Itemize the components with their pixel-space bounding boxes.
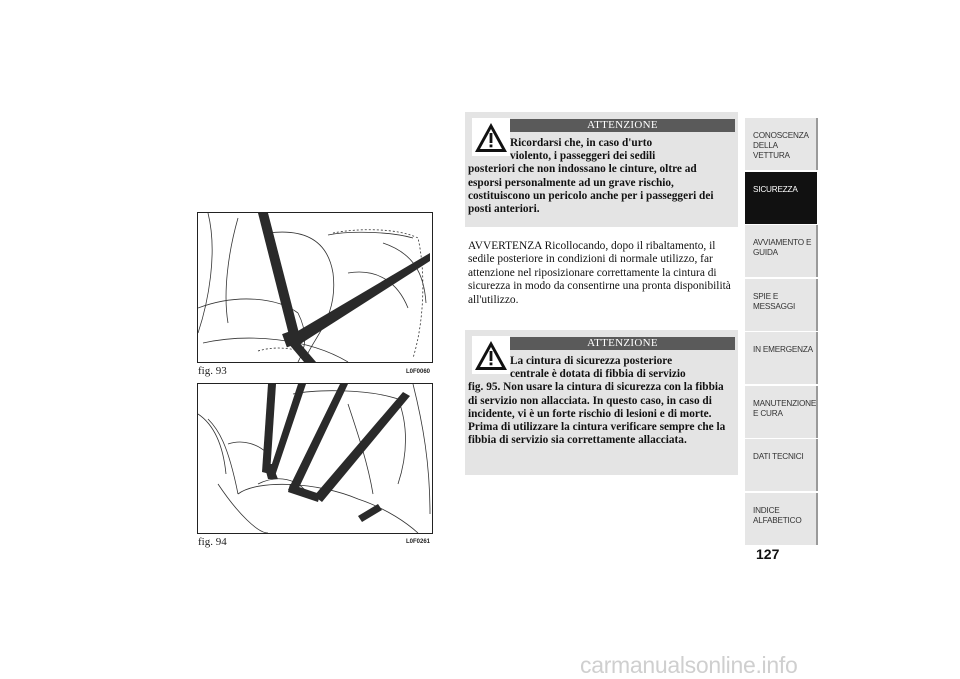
warning-line-2: violento, i passeggeri dei sedili: [510, 150, 656, 163]
warning-rest: posteriori che non indossano le cinture, oltre ad esporsi personalmente ad un grave rischio, costituiscono un pericolo anche per i passeggeri dei posti anteriori.: [468, 163, 714, 216]
tab-indice-alfabetico[interactable]: [745, 493, 817, 545]
tab-avviamento-e-guida[interactable]: [745, 225, 817, 277]
figure-94-code: L0F0261: [406, 539, 431, 545]
warning-heading: ATTENZIONE: [510, 119, 735, 132]
warning-line-1: Ricordarsi che, in caso d'urto: [510, 137, 653, 149]
tab-label: AVVIAMENTO E GUIDA: [753, 238, 812, 257]
tab-label: SPIE E MESSAGGI: [753, 291, 796, 311]
tab-label: IN EMERGENZA: [753, 345, 813, 354]
warning-box-2: [465, 330, 738, 475]
tab-label: INDICE ALFABETICO: [753, 505, 802, 525]
tab-dati-tecnici[interactable]: [745, 439, 817, 491]
section-tabs: [745, 118, 817, 546]
page-number: 127: [756, 546, 780, 562]
tab-label: SICUREZZA: [753, 184, 798, 194]
warning-box-1: [465, 112, 738, 227]
tab-label: CONOSCENZA DELLA VETTURA: [753, 131, 809, 160]
warning-line-2: centrale è dotata di fibbia di servizio: [510, 368, 686, 381]
warning-rest: fig. 95. Non usare la cintura di sicurezza con la fibbia di servizio non allacciata. In questo caso, in caso di incidente, vi è un forte rischio di lesioni e di morte. Prima di utilizzare la cintura verificare sempre che la fibbia di servizio sia correttamente allacciata.: [468, 381, 726, 447]
figure-93-label: fig. 93: [198, 365, 227, 377]
tab-manutenzione-e-cura[interactable]: [745, 386, 817, 438]
avvertenza-paragraph: AVVERTENZA Ricollocando, dopo il ribaltamento, il sedile posteriore in condizioni di normale utilizzo, far attenzione nel riposizionare correttamente la cintura di sicurezza in modo da consentirne una pronta disponibilità all'utilizzo.: [468, 240, 731, 306]
figure-94-illustration: [197, 383, 433, 534]
tab-sicurezza[interactable]: [745, 172, 817, 224]
warning-text: [468, 137, 732, 216]
tab-label: DATI TECNICI: [753, 452, 804, 461]
figure-93-illustration: [197, 212, 433, 363]
tab-conoscenza-della-vettura[interactable]: [745, 118, 817, 170]
tab-spie-e-messaggi[interactable]: [745, 279, 817, 331]
tab-in-emergenza[interactable]: [745, 332, 817, 384]
tab-label: MANUTENZIONE E CURA: [753, 398, 817, 418]
warning-text: [468, 355, 732, 447]
warning-heading: ATTENZIONE: [510, 337, 735, 350]
warning-line-1: La cintura di sicurezza posteriore: [510, 355, 673, 367]
figure-93-code: L0F0060: [406, 369, 431, 375]
watermark: carmanualsonline.info: [580, 652, 798, 678]
figure-94-label: fig. 94: [198, 536, 227, 548]
